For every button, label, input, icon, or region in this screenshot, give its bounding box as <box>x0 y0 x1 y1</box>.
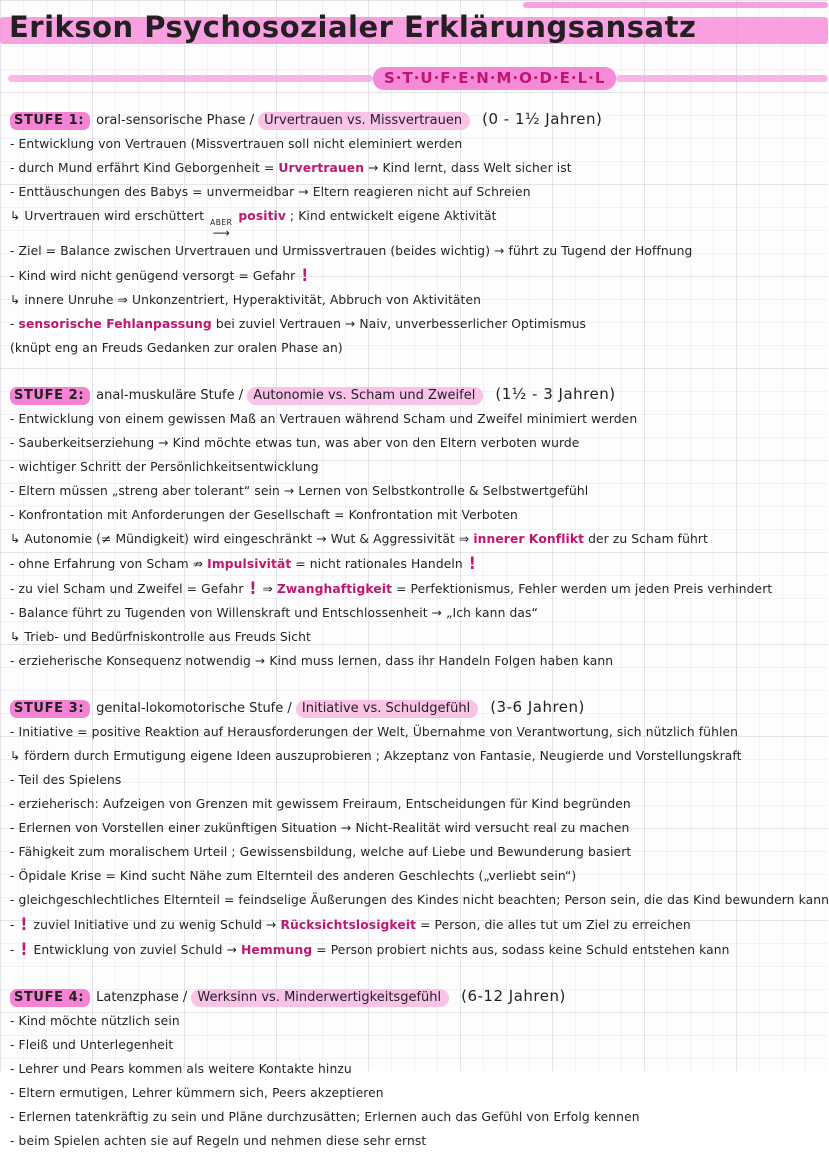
text-segment: - Kind wird nicht genügend versorgt = Gefahr <box>10 268 300 283</box>
stage-crisis: Urvertrauen vs. Missvertrauen <box>258 112 470 130</box>
text-segment: → Kind lernt, dass Welt sicher ist <box>364 161 572 175</box>
note-line <box>10 720 822 744</box>
note-line <box>10 601 822 625</box>
text-segment: ; Kind entwickelt eigene Aktivität <box>286 209 497 223</box>
note-line <box>10 288 822 312</box>
stage-phase: genital-lokomotorische Stufe / <box>96 700 296 716</box>
stage-age: (1½ - 3 Jahren) <box>495 384 616 403</box>
exclamation-mark: ! <box>301 264 309 285</box>
text-segment: - wichtiger Schritt der Persönlichkeitsentwicklung <box>10 459 319 474</box>
text-segment: - zu viel Scham und Zweifel = Gefahr <box>10 581 248 596</box>
subtitle-left-line <box>8 75 373 82</box>
stage-crisis: Autonomie vs. Scham und Zweifel <box>247 387 483 405</box>
text-segment: - Enttäuschungen des Babys = unvermeidbar → Eltern reagieren nicht auf Schreien <box>10 185 531 199</box>
text-segment: - Erlernen tatenkräftig zu sein und Pläne durchzusätten; Erlernen auch das Gefühl von Erfolg kennen <box>10 1109 640 1124</box>
note-line <box>10 744 822 768</box>
note-line <box>10 576 822 601</box>
note-section <box>10 987 822 1153</box>
text-segment: - Lehrer und Pears kommen als weitere Kontakte hinzu <box>10 1061 352 1076</box>
text-segment: = Person, die alles tut um Ziel zu erreichen <box>416 917 691 932</box>
text-segment: ↳ Autonomie (≠ Mündigkeit) wird eingeschränkt → Wut & Aggressivität ⇒ <box>10 531 474 546</box>
stage-phase: anal-muskuläre Stufe / <box>96 387 248 403</box>
text-segment: - <box>10 917 19 932</box>
note-section <box>10 385 822 673</box>
text-segment: = nicht rationales Handeln <box>291 556 467 571</box>
note-section <box>10 697 829 962</box>
note-line <box>10 336 822 360</box>
stufenmodell-heading: S·T·U·F·E·N·M·O·D·E·L·L <box>373 67 616 90</box>
note-line <box>10 551 822 576</box>
text-segment: zuviel Initiative und zu wenig Schuld → <box>29 917 281 932</box>
text-segment: - <box>10 942 19 957</box>
text-segment: - Fleiß und Unterlegenheit <box>10 1037 174 1052</box>
text-segment: - Balance führt zu Tugenden von Willenskraft und Entschlossenheit → „Ich kann das“ <box>10 605 538 620</box>
text-segment: - Fähigkeit zum moralischem Urteil ; Gewissensbildung, welche auf Liebe und Bewunderung basiert <box>10 844 632 859</box>
text-segment: Rücksichtslosigkeit <box>280 917 417 932</box>
text-segment: ↳ Urvertrauen wird erschüttert <box>10 209 209 223</box>
note-line <box>10 312 822 336</box>
text-segment: Hemmung <box>241 942 313 957</box>
text-segment: - erzieherische Konsequenz notwendig → Kind muss lernen, dass ihr Handeln Folgen haben kann <box>10 653 614 668</box>
note-line <box>10 407 822 431</box>
text-segment: ↳ fördern durch Ermutigung eigene Ideen auszuprobieren ; Akzeptanz von Fantasie, Neugierde und Vorstellungskraft <box>10 748 742 763</box>
exclamation-mark: ! <box>20 913 28 934</box>
text-segment: = Person probiert nichts aus, sodass keine Schuld entstehen kann <box>312 942 730 957</box>
stage-label: STUFE 1: <box>10 112 90 130</box>
sections <box>0 110 828 1153</box>
text-segment: (knüpt eng an Freuds Gedanken zur oralen Phase an) <box>10 340 343 355</box>
title-block <box>0 0 828 58</box>
subtitle-row <box>0 66 828 90</box>
text-segment: - durch Mund erfährt Kind Geborgenheit = <box>10 161 279 175</box>
note-line <box>10 1129 822 1153</box>
stage-phase: Latenzphase / <box>96 989 192 1005</box>
note-line <box>10 132 822 156</box>
text-segment: - Entwicklung von Vertrauen (Missvertrauen soll nicht eleminiert werden <box>10 137 463 151</box>
stage-age: (0 - 1½ Jahren) <box>482 110 603 128</box>
note-line <box>10 503 822 527</box>
stage-crisis: Initiative vs. Schuldgefühl <box>296 700 478 718</box>
section-header <box>10 385 822 403</box>
note-line <box>10 768 822 792</box>
text-segment: Urvertrauen <box>278 161 365 175</box>
subtitle-right-line <box>616 75 828 82</box>
note-line <box>10 1081 822 1105</box>
text-segment: ↳ innere Unruhe ⇒ Unkonzentriert, Hyperaktivität, Abbruch von Aktivitäten <box>10 292 482 307</box>
text-segment: - Eltern ermutigen, Lehrer kümmern sich, Peers akzeptieren <box>10 1085 384 1100</box>
text-segment: - gleichgeschlechtliches Elternteil = feindselige Äußerungen des Kindes nicht beachten; Person sein, die das Kind bewundern kann <box>10 892 829 907</box>
text-segment: - ohne Erfahrung von Scham ⇏ <box>10 556 208 571</box>
note-line <box>10 937 822 962</box>
note-line <box>10 1105 822 1129</box>
text-segment: der zu Scham führt <box>584 531 708 546</box>
note-line <box>10 888 829 912</box>
text-segment: Entwicklung von zuviel Schuld → <box>29 942 242 957</box>
note-line <box>10 180 822 204</box>
text-segment: - Entwicklung von einem gewissen Maß an Vertrauen während Scham und Zweifel minimiert werden <box>10 411 638 426</box>
note-line <box>10 912 822 937</box>
note-line <box>10 455 822 479</box>
exclamation-mark: ! <box>249 577 257 598</box>
text-segment: - erzieherisch: Aufzeigen von Grenzen mit gewissem Freiraum, Entscheidungen für Kind begründen <box>10 796 631 811</box>
text-segment: - <box>10 316 19 331</box>
note-line <box>10 239 822 263</box>
text-segment: ↳ Trieb- und Bedürfniskontrolle aus Freuds Sicht <box>10 629 311 644</box>
text-segment: - Initiative = positive Reaktion auf Herausforderungen der Welt, Übernahme von Verantwortung, sich nützlich fühlen <box>10 724 739 739</box>
page-title: Erikson Psychosozialer Erklärungsansatz <box>9 10 697 44</box>
text-segment: - beim Spielen achten sie auf Regeln und nehmen diese sehr ernst <box>10 1133 427 1148</box>
section-header <box>10 987 822 1005</box>
exclamation-mark: ! <box>468 552 476 573</box>
note-line <box>10 431 822 455</box>
aber-arrow <box>210 219 232 239</box>
note-line <box>10 479 822 503</box>
text-segment: Zwanghaftigkeit <box>276 581 393 596</box>
note-line <box>10 1057 822 1081</box>
note-line <box>10 792 822 816</box>
note-line <box>10 204 822 239</box>
stage-label: STUFE 4: <box>10 989 90 1007</box>
note-line <box>10 527 822 551</box>
text-segment: ⇒ <box>258 581 277 596</box>
note-line <box>10 625 822 649</box>
note-line <box>10 649 822 673</box>
note-line <box>10 1033 822 1057</box>
text-segment: - Sauberkeitserziehung → Kind möchte etwas tun, was aber von den Eltern verboten wurde <box>10 435 580 450</box>
arrow-glyph: ⟶ <box>212 225 230 240</box>
text-segment: - Ziel = Balance zwischen Urvertrauen und Urmissvertrauen (beides wichtig) → führt zu Tugend der Hoffnung <box>10 243 693 258</box>
text-segment: - Eltern müssen „streng aber tolerant“ sein → Lernen von Selbstkontrolle & Selbstwertgefühl <box>10 483 589 498</box>
stage-label: STUFE 3: <box>10 700 90 718</box>
note-line <box>10 263 822 288</box>
text-segment: - Teil des Spielens <box>10 772 122 787</box>
text-segment: - Kind möchte nützlich sein <box>10 1013 180 1028</box>
stage-label: STUFE 2: <box>10 387 90 405</box>
text-segment: - Erlernen von Vorstellen einer zukünftigen Situation → Nicht-Realität wird versucht real zu machen <box>10 820 630 835</box>
note-line <box>10 156 822 180</box>
aber-label: ABER <box>210 218 233 227</box>
stage-phase: oral-sensorische Phase / <box>96 113 259 128</box>
stage-crisis: Werksinn vs. Minderwertigkeitsgefühl <box>191 989 449 1007</box>
section-header <box>10 698 822 716</box>
text-segment: - Konfrontation mit Anforderungen der Gesellschaft = Konfrontation mit Verboten <box>10 507 518 522</box>
stage-age: (3-6 Jahren) <box>490 697 585 716</box>
note-line <box>10 864 822 888</box>
stage-age: (6-12 Jahren) <box>461 986 566 1005</box>
text-segment: sensorische Fehlanpassung <box>18 316 212 331</box>
text-segment: = Perfektionismus, Fehler werden um jeden Preis verhindert <box>392 581 773 596</box>
exclamation-mark: ! <box>20 938 28 959</box>
text-segment: Impulsivität <box>207 556 292 571</box>
note-line <box>10 1009 822 1033</box>
text-segment: innerer Konflikt <box>473 531 585 546</box>
note-line <box>10 816 822 840</box>
note-line <box>10 840 822 864</box>
text-segment: positiv <box>238 209 286 223</box>
text-segment: - Öpidale Krise = Kind sucht Nähe zum Elternteil des anderen Geschlechts („verliebt sein“) <box>10 868 577 883</box>
text-segment: bei zuviel Vertrauen → Naiv, unverbesserlicher Optimismus <box>211 316 586 331</box>
note-section <box>10 110 822 360</box>
section-header <box>10 110 822 128</box>
